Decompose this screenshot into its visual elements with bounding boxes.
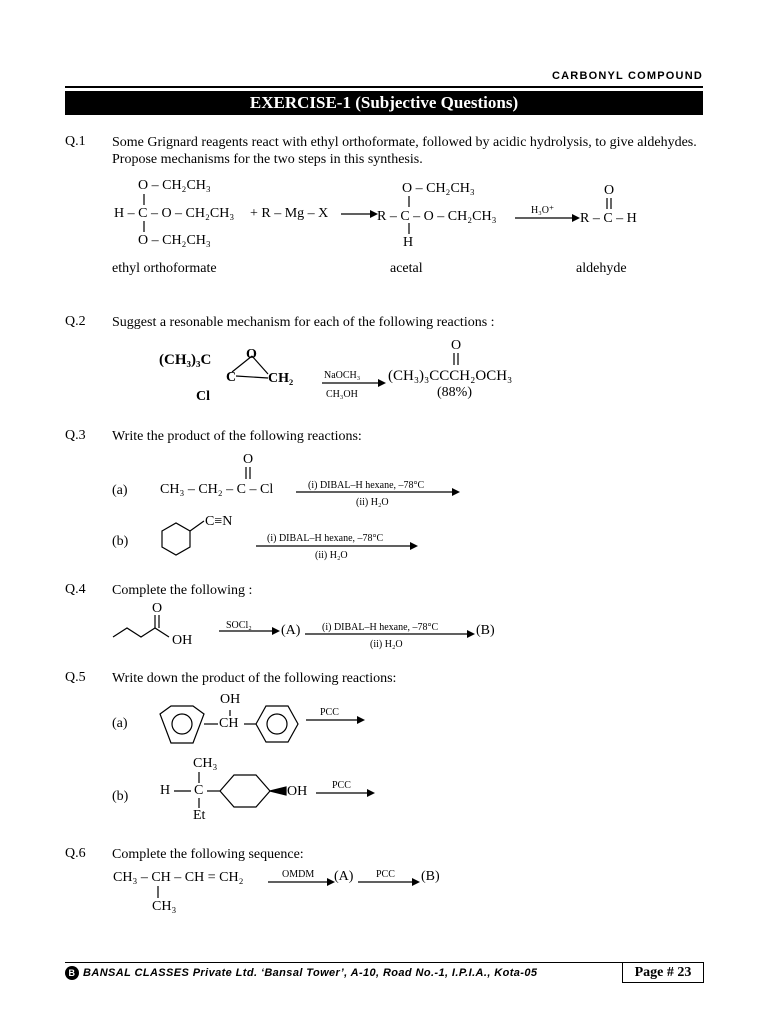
q5-a-ch: CH	[219, 716, 239, 731]
q2-ring-ch2: CH₂	[268, 371, 294, 386]
q2-yield: (88%)	[437, 385, 472, 400]
q4-reagent-top: (i) DIBAL–H hexane, –78°C	[322, 622, 439, 633]
q4-hydroxyl: OH	[172, 633, 193, 648]
q1-arrow-label: H₃O⁺	[531, 205, 555, 216]
question-number-6: Q.6	[65, 846, 86, 861]
q3-a-reagent-top: (i) DIBAL–H hexane, –78°C	[308, 480, 425, 491]
q1-acetal-mid: R – C – O – CH₂CH₃	[377, 209, 497, 224]
q3-b-reagent-bottom: (ii) H₂O	[315, 550, 348, 561]
q5-b-hydroxyl: OH	[287, 784, 308, 799]
q5-b-carbon: C	[194, 783, 204, 798]
q3-a-oxygen: O	[243, 452, 254, 467]
q3-b-reagent-top: (i) DIBAL–H hexane, –78°C	[267, 533, 384, 544]
q5-part-b-label: (b)	[112, 789, 129, 804]
question-number-5: Q.5	[65, 670, 86, 685]
footer-text: BANSAL CLASSES Private Ltd. ‘Bansal Tower’, A-10, Road No.-1, I.P.I.A., Kota-05	[83, 967, 538, 979]
q5-part-a-label: (a)	[112, 716, 128, 731]
label-ethyl-orthoformate: ethyl orthoformate	[112, 261, 217, 276]
question-text-6: Complete the following sequence:	[112, 847, 304, 862]
q1-acetal-top: O – CH₂CH₃	[402, 181, 475, 196]
q4-reagent-bottom: (ii) H₂O	[370, 639, 403, 650]
exercise-title: EXERCISE-1 (Subjective Questions)	[65, 91, 703, 115]
q1-reactant-top: O – CH₂CH₃	[138, 178, 211, 193]
question-number-3: Q.3	[65, 428, 86, 443]
q2-product-oxygen: O	[451, 338, 462, 353]
subject-title: CARBONYL COMPOUND	[552, 70, 703, 82]
q3-a-reagent-bottom: (ii) H₂O	[356, 497, 389, 508]
q3-b-nitrile: C≡N	[205, 514, 233, 529]
question-text-2: Suggest a resonable mechanism for each of the following reactions :	[112, 315, 495, 330]
q5-b-ethyl: Et	[193, 808, 206, 823]
q6-methyl: CH₃	[152, 899, 177, 914]
question-text-4: Complete the following :	[112, 583, 253, 598]
q5-b-hydrogen: H	[160, 783, 171, 798]
q1-acetal-bot: H	[403, 235, 414, 250]
q1-aldehyde-mid: R – C – H	[580, 211, 637, 226]
bansal-logo-icon: B	[65, 966, 79, 980]
q3-a-formula: CH₃ – CH₂ – C – Cl	[160, 482, 274, 497]
q2-reagent-bottom: CH₃OH	[326, 389, 358, 400]
q1-reagent: + R – Mg – X	[250, 206, 329, 221]
q1-reactant-mid: H – C – O – CH₂CH₃	[114, 206, 235, 221]
q4-reagent-socl2: SOCl₂	[226, 620, 252, 631]
footer	[65, 964, 621, 982]
question-text-5: Write down the product of the following reactions:	[112, 671, 397, 686]
question-number-2: Q.2	[65, 314, 86, 329]
label-acetal: acetal	[390, 261, 423, 276]
question-text-3: Write the product of the following reactions:	[112, 429, 362, 444]
footer-rule	[65, 962, 703, 963]
q3-part-b-label: (b)	[112, 534, 129, 549]
question-number-4: Q.4	[65, 582, 86, 597]
q5-b-methyl: CH₃	[193, 756, 218, 771]
label-aldehyde: aldehyde	[576, 261, 627, 276]
q4-carbonyl-oxygen: O	[152, 601, 163, 616]
q1-aldehyde-top: O	[604, 183, 615, 198]
question-number-1: Q.1	[65, 134, 86, 149]
q4-product-a: (A)	[281, 623, 301, 638]
q3-part-a-label: (a)	[112, 483, 128, 498]
q4-product-b: (B)	[476, 623, 495, 638]
q2-substituent: (CH₃)₃C	[159, 352, 212, 368]
q6-reagent-omdm: OMDM	[282, 869, 315, 880]
q2-ring-oxygen: O	[246, 347, 257, 362]
q6-product-b: (B)	[421, 869, 440, 884]
q6-product-a: (A)	[334, 869, 354, 884]
question-text-1: Some Grignard reagents react with ethyl orthoformate, followed by acidic hydrolysis, to give aldehydes. Propose mechanisms for the two steps in this synthesis.	[112, 135, 697, 167]
q2-chlorine: Cl	[196, 389, 210, 404]
q5-a-reagent: PCC	[320, 707, 339, 718]
q5-b-reagent: PCC	[332, 780, 351, 791]
q6-reagent-pcc: PCC	[376, 869, 395, 880]
q2-reagent-top: NaOCH₃	[324, 370, 361, 381]
q1-reactant-bot: O – CH₂CH₃	[138, 233, 211, 248]
page-number: Page # 23	[622, 962, 704, 983]
q6-formula: CH₃ – CH – CH = CH₂	[113, 870, 244, 885]
q5-a-hydroxyl: OH	[220, 692, 241, 707]
q2-product: (CH₃)₃CCCH₂OCH₃	[388, 368, 513, 384]
q2-ring-carbon: C	[226, 370, 237, 385]
